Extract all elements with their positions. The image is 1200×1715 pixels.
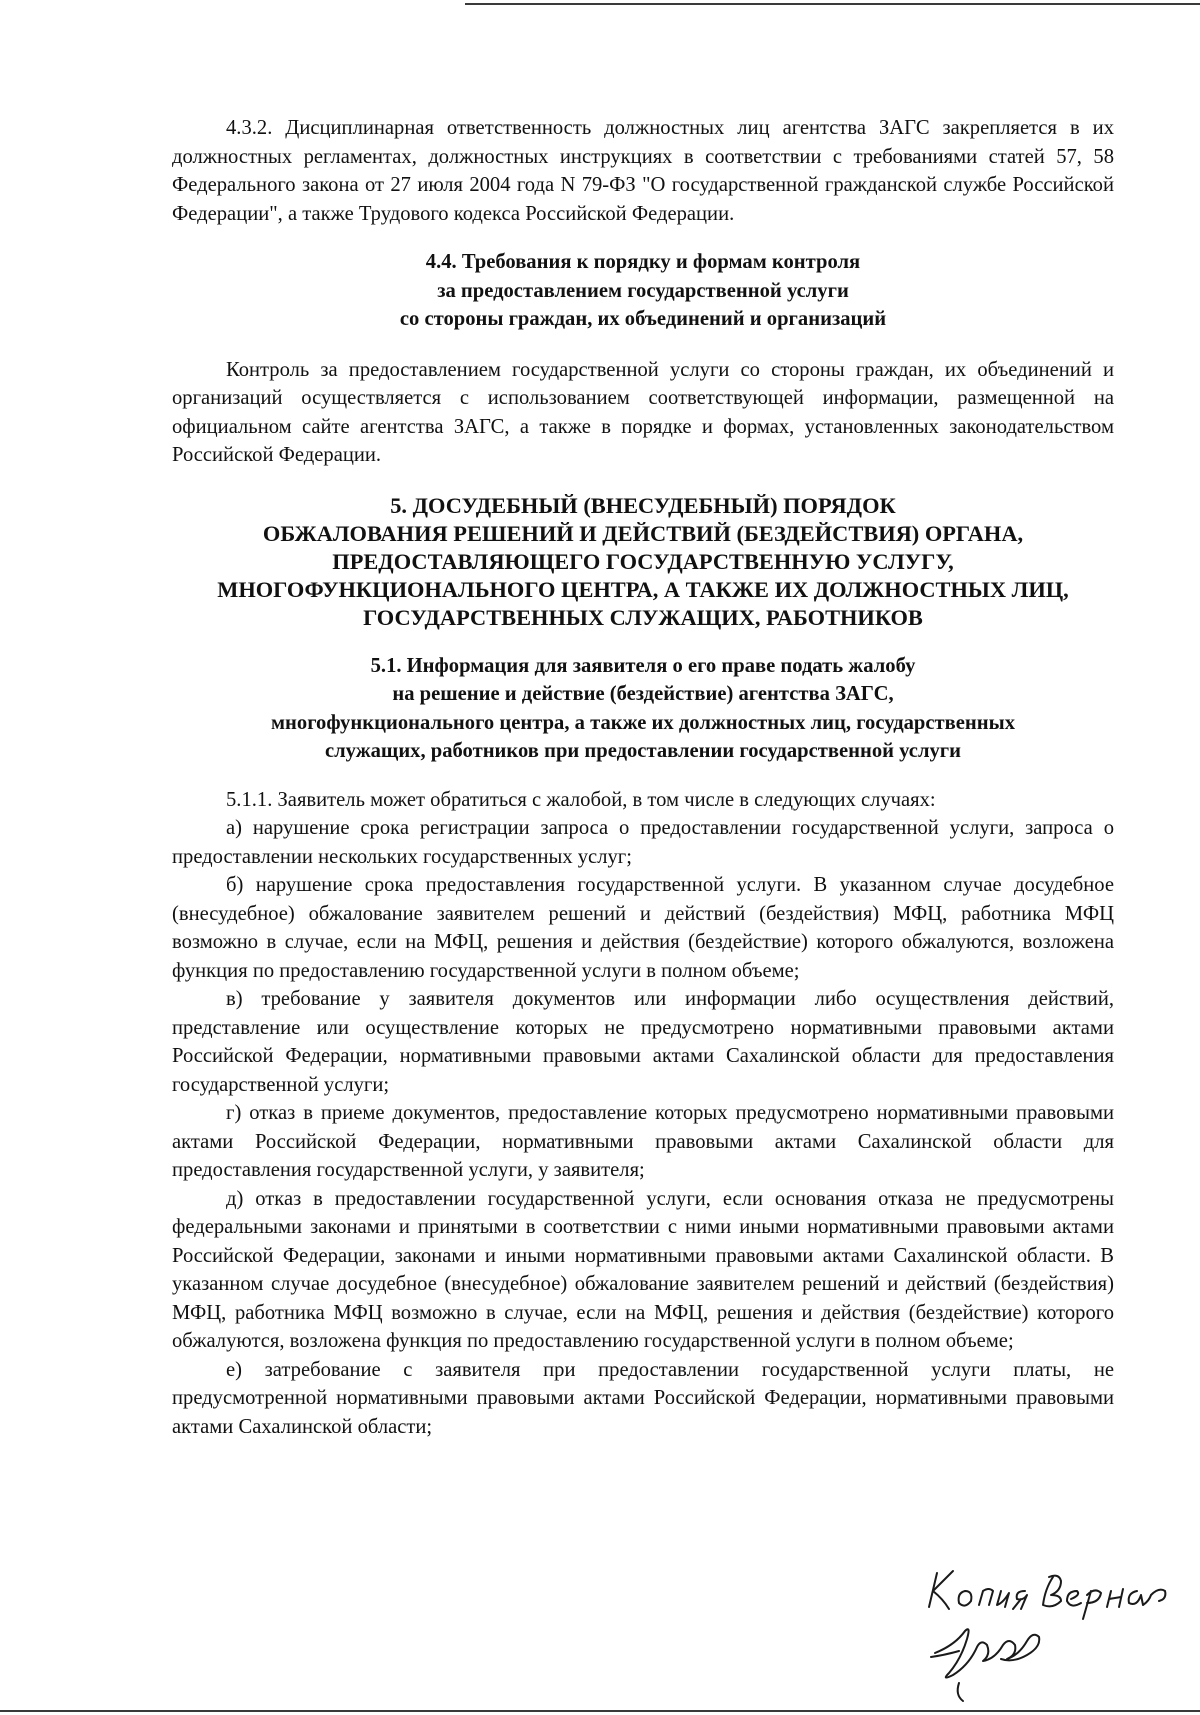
heading-5-1 (172, 652, 1114, 766)
heading-line: многофункционального центра, а также их должностных лиц, государственных (271, 711, 1015, 734)
heading-line: на решение и действие (бездействие) агентства ЗАГС, (392, 683, 894, 705)
paragraph-5-1-1: 5.1.1. Заявитель может обратиться с жалобой, в том числе в следующих случаях: (226, 788, 936, 811)
list-item-b: б) нарушение срока предоставления государственной услуги. В указанном случае досудебное (внесудебное) обжалование заявителем решений и действий (бездействия) МФЦ, работника МФЦ возможно в случае, если на МФЦ, решения и действия (бездействие) которого обжалуются, возложена функция по предоставлению государственной услуги в полном объеме; (172, 874, 1114, 982)
signature-mark (931, 1629, 1039, 1701)
handwritten-copy-true-mark (929, 1571, 1165, 1619)
certification-handwriting (915, 1555, 1185, 1705)
heading-line: ГОСУДАРСТВЕННЫХ СЛУЖАЩИХ, РАБОТНИКОВ (363, 604, 923, 630)
heading-line: ПРЕДОСТАВЛЯЮЩЕГО ГОСУДАРСТВЕННУЮ УСЛУГУ, (332, 548, 954, 574)
list-item-a: а) нарушение срока регистрации запроса о предоставлении государственной услуги, запроса о предоставлении нескольких государственных услуг; (172, 817, 1114, 868)
list-item-d: д) отказ в предоставлении государственной услуги, если основания отказа не предусмотрены федеральными законами и принятыми в соответствии с ними иными нормативными правовыми актами Российской Федерации, законами и иными нормативными правовыми актами Сахалинской области. В указанном случае досудебное (внесудебное) обжалование заявителем решений и действий (бездействия) МФЦ, работника МФЦ возможно в случае, если на МФЦ, решения и действия (бездействие) которого обжалуются, возложена функция по предоставлению государственной услуги в полном объеме; (172, 1187, 1114, 1352)
heading-section-5 (172, 492, 1114, 632)
heading-4-4 (172, 248, 1114, 334)
heading-line: 4.4. Требования к порядку и формам контроля (425, 251, 861, 273)
list-item-v: в) требование у заявителя документов или информации либо осуществления действий, представление или осуществление которых не предусмотрено нормативными правовыми актами Российской Федерации, нормативными правовыми актами Сахалинской области для предоставления государственной услуги; (172, 988, 1114, 1096)
heading-line: МНОГОФУНКЦИОНАЛЬНОГО ЦЕНТРА, А ТАКЖЕ ИХ ДОЛЖНОСТНЫХ ЛИЦ, (217, 576, 1069, 602)
heading-line: служащих, работников при предоставлении государственной услуги (324, 740, 962, 762)
paragraph-4-4: Контроль за предоставлением государственной услуги со стороны граждан, их объединений и организаций осуществляется с использованием соответствующей информации, размещенной на официальном сайте агентства ЗАГС, а также в порядке и формах, установленных законодательством Российской Федерации. (172, 358, 1114, 466)
list-item-e: е) затребование с заявителя при предоставлении государственной услуги платы, не предусмотренной нормативными правовыми актами Российской Федерации, нормативными правовыми актами Сахалинской области; (172, 1358, 1114, 1438)
heading-line: ОБЖАЛОВАНИЯ РЕШЕНИЙ И ДЕЙСТВИЙ (БЕЗДЕЙСТВИЯ) ОРГАНА, (262, 520, 1024, 546)
heading-line: за предоставлением государственной услуги (437, 279, 849, 302)
scan-border-top (465, 3, 1200, 5)
document-page (172, 114, 1114, 1441)
heading-line: со стороны граждан, их объединений и организаций (399, 308, 887, 330)
heading-line: 5. ДОСУДЕБНЫЙ (ВНЕСУДЕБНЫЙ) ПОРЯДОК (390, 492, 896, 518)
paragraph-4-3-2: 4.3.2. Дисциплинарная ответственность должностных лиц агентства ЗАГС закрепляется в их должностных регламентах, должностных инструкциях в соответствии с требованиями статей 57, 58 Федерального закона от 27 июля 2004 года N 79-ФЗ "О государственной гражданской службе Российской Федерации", а также Трудового кодекса Российской Федерации. (172, 117, 1114, 225)
list-item-g: г) отказ в приеме документов, предоставление которых предусмотрено нормативными правовыми актами Российской Федерации, нормативными правовыми актами Сахалинской области для предоставления государственной услуги, у заявителя; (172, 1102, 1114, 1181)
scan-border-bottom (0, 1710, 1200, 1712)
heading-line: 5.1. Информация для заявителя о его праве подать жалобу (370, 654, 916, 677)
